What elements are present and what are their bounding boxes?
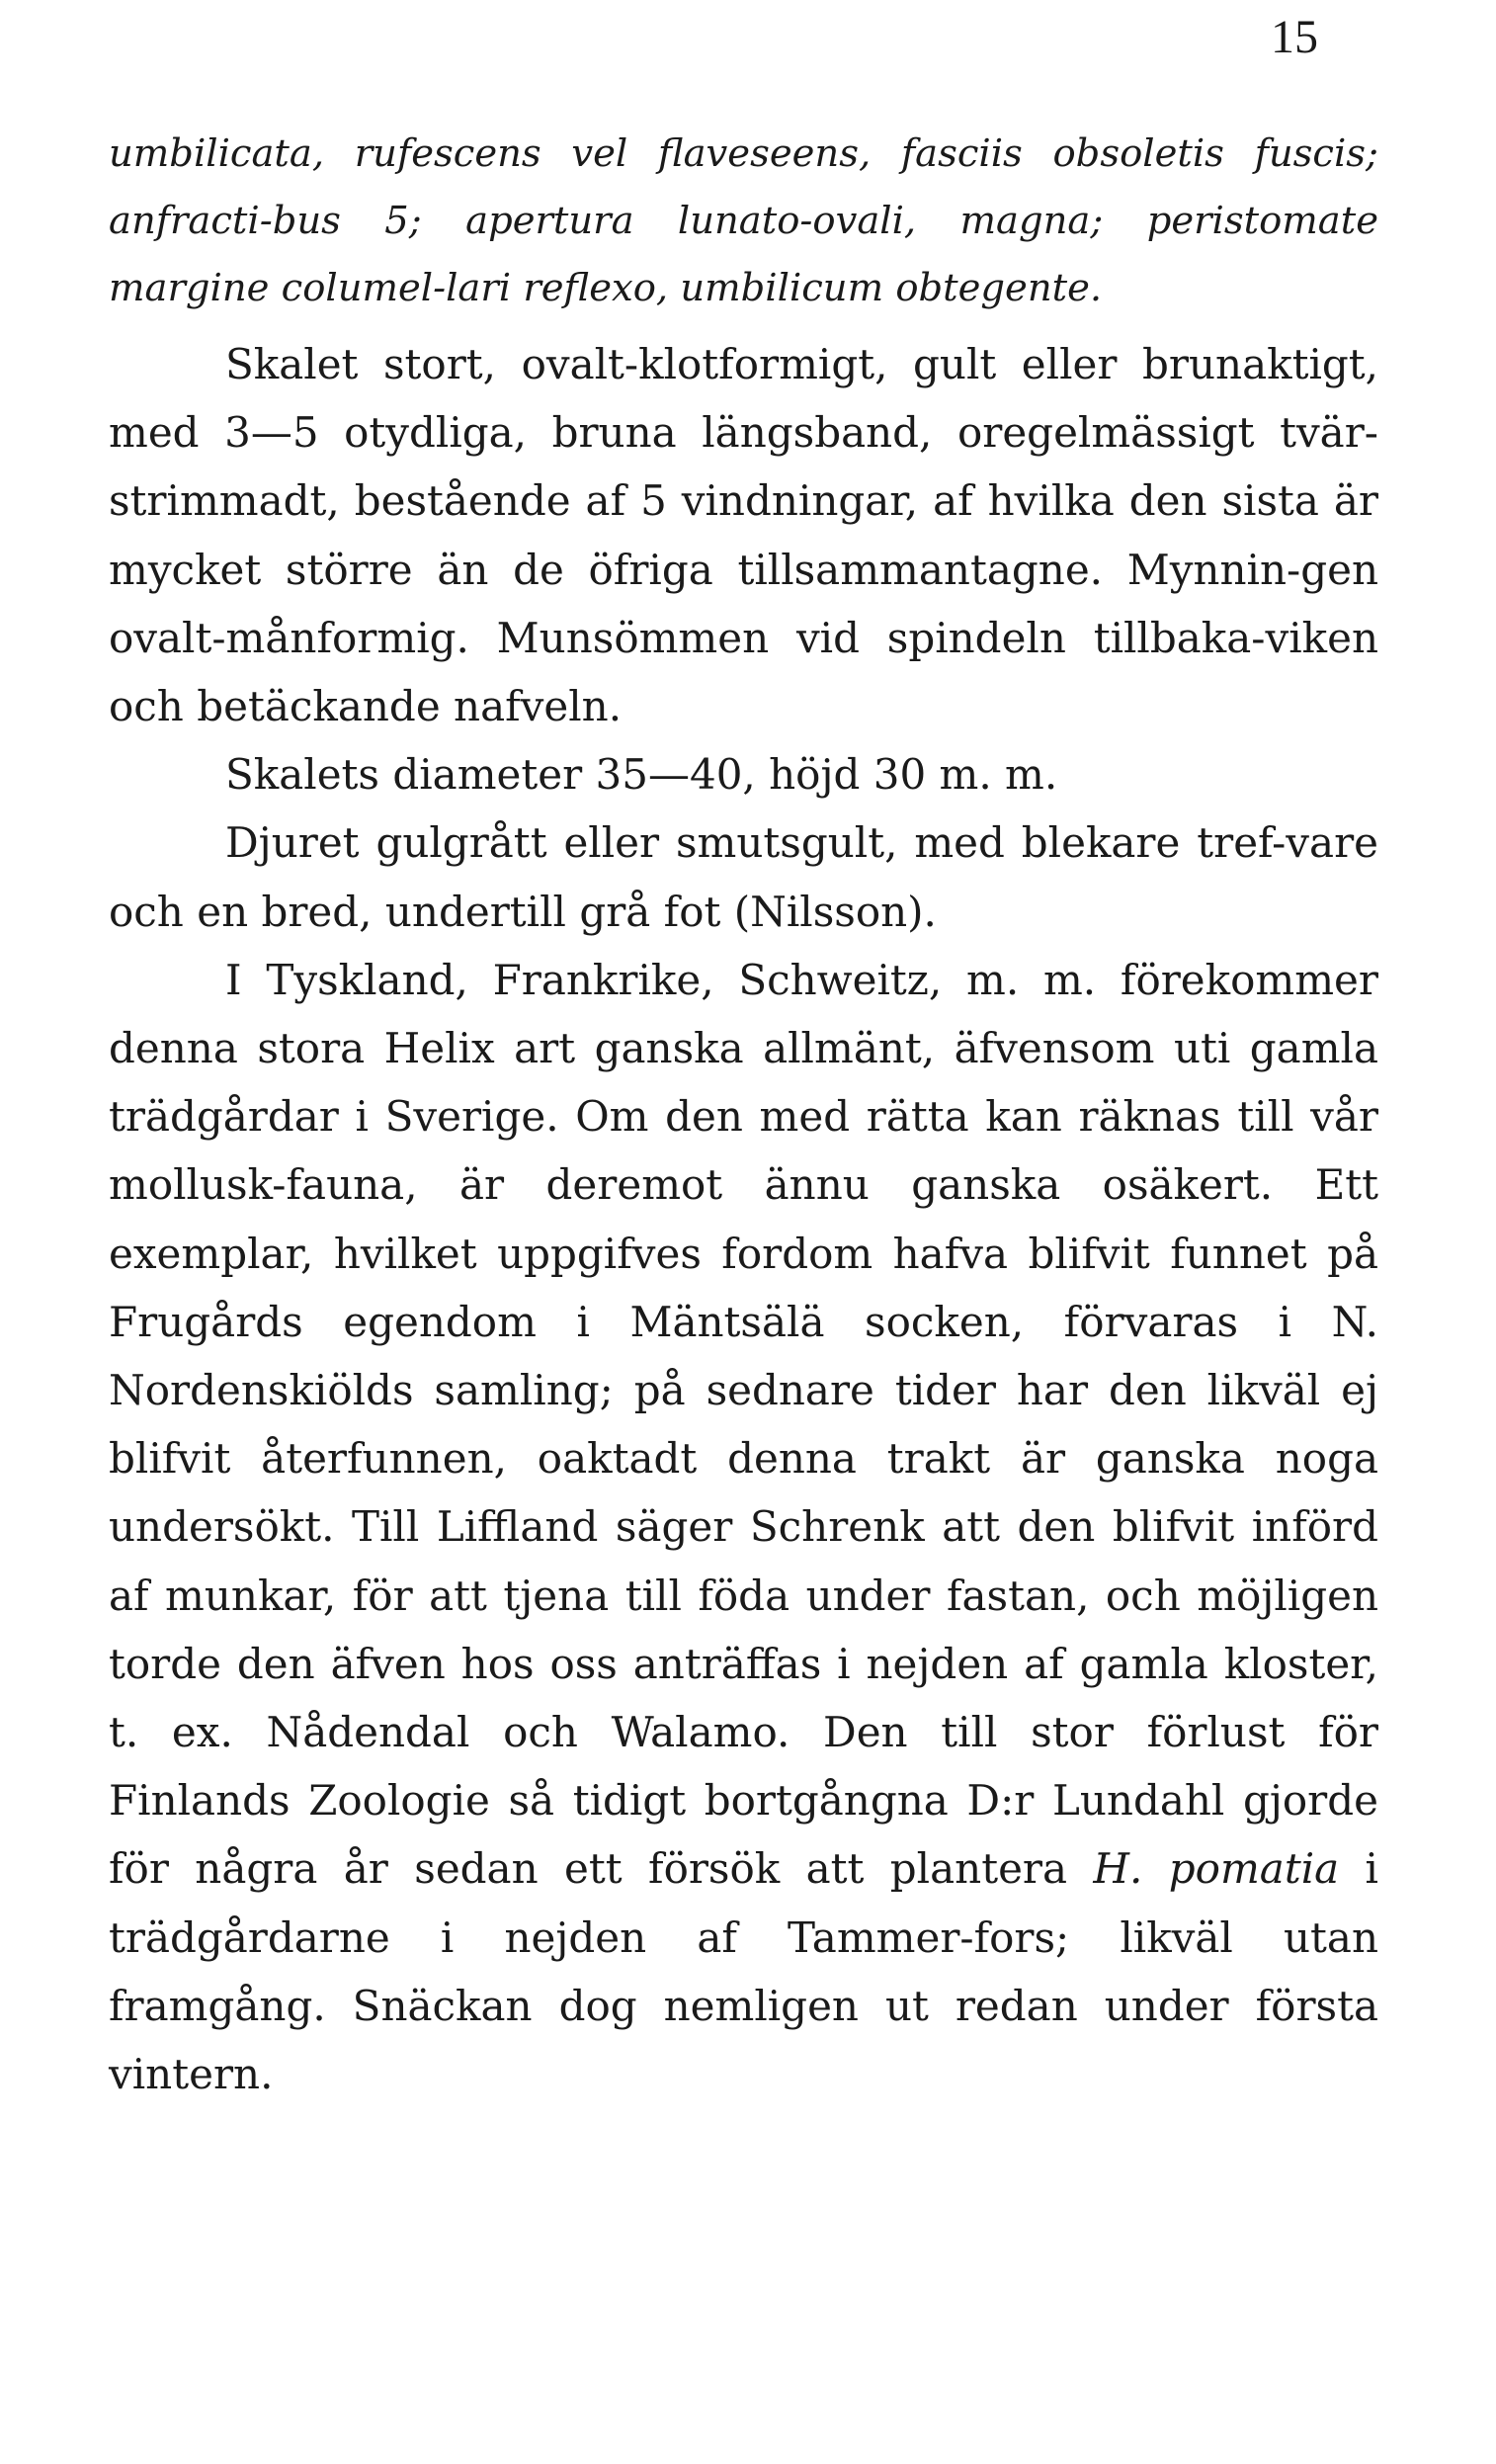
distribution-text-end: i trädgårdarne i nejden af Tammer-fors; likväl utan framgång. Snäckan dog nemligen ut redan under första vintern. [109,1844,1378,2099]
latin-description: umbilicata, rufescens vel flaveseens, fasciis obsoletis fuscis; anfracti-bus 5; apertura lunato-ovali, magna; peristomate margine columel-lari reflexo, umbilicum obtegente. [109,131,1378,310]
paragraph-distribution [109,946,1378,2108]
page-number: 15 [1271,11,1318,63]
species-name: H. pomatia [1093,1844,1340,1894]
paragraph-animal-description: Djuret gulgrått eller smutsgult, med blekare tref-vare och en bred, undertill grå fot (Nilsson). [109,818,1378,936]
main-text [109,330,1378,2108]
paragraph-shell-measurements: Skalets diameter 35—40, höjd 30 m. m. [225,750,1058,800]
distribution-text-start: I Tyskland, Frankrike, Schweitz, m. m. förekommer denna stora Helix art ganska allmänt, äfvensom uti gamla trädgårdar i Sverige. Om den med rätta kan räknas till vår mollusk-fauna, är deremot ännu ganska osäkert. Ett exemplar, hvilket uppgifves fordom hafva blifvit funnet på Frugårds egendom i Mäntsälä socken, förvaras i N. Nordenskiölds samling; på sednare tider har den likväl ej blifvit återfunnen, oaktadt denna trakt är ganska noga undersökt. Till Liffland säger Schrenk att den blifvit införd af munkar, för att tjena till föda under fastan, och möjligen torde den äfven hos oss anträffas i nejden af gamla kloster, t. ex. Nådendal och Walamo. Den till stor förlust för Finlands Zoologie så tidigt bortgångna D:r Lundahl gjorde för några år sedan ett försök att plantera [109,955,1378,1894]
paragraph-shell-description: Skalet stort, ovalt-klotformigt, gult eller brunaktigt, med 3—5 otydliga, bruna längsband, oregelmässigt tvär-strimmadt, bestående af 5 vindningar, af hvilka den sista är mycket större än de öfriga tillsammantagne. Mynnin-gen ovalt-månformig. Munsömmen vid spindeln tillbaka-viken och betäckande nafveln. [109,340,1378,731]
